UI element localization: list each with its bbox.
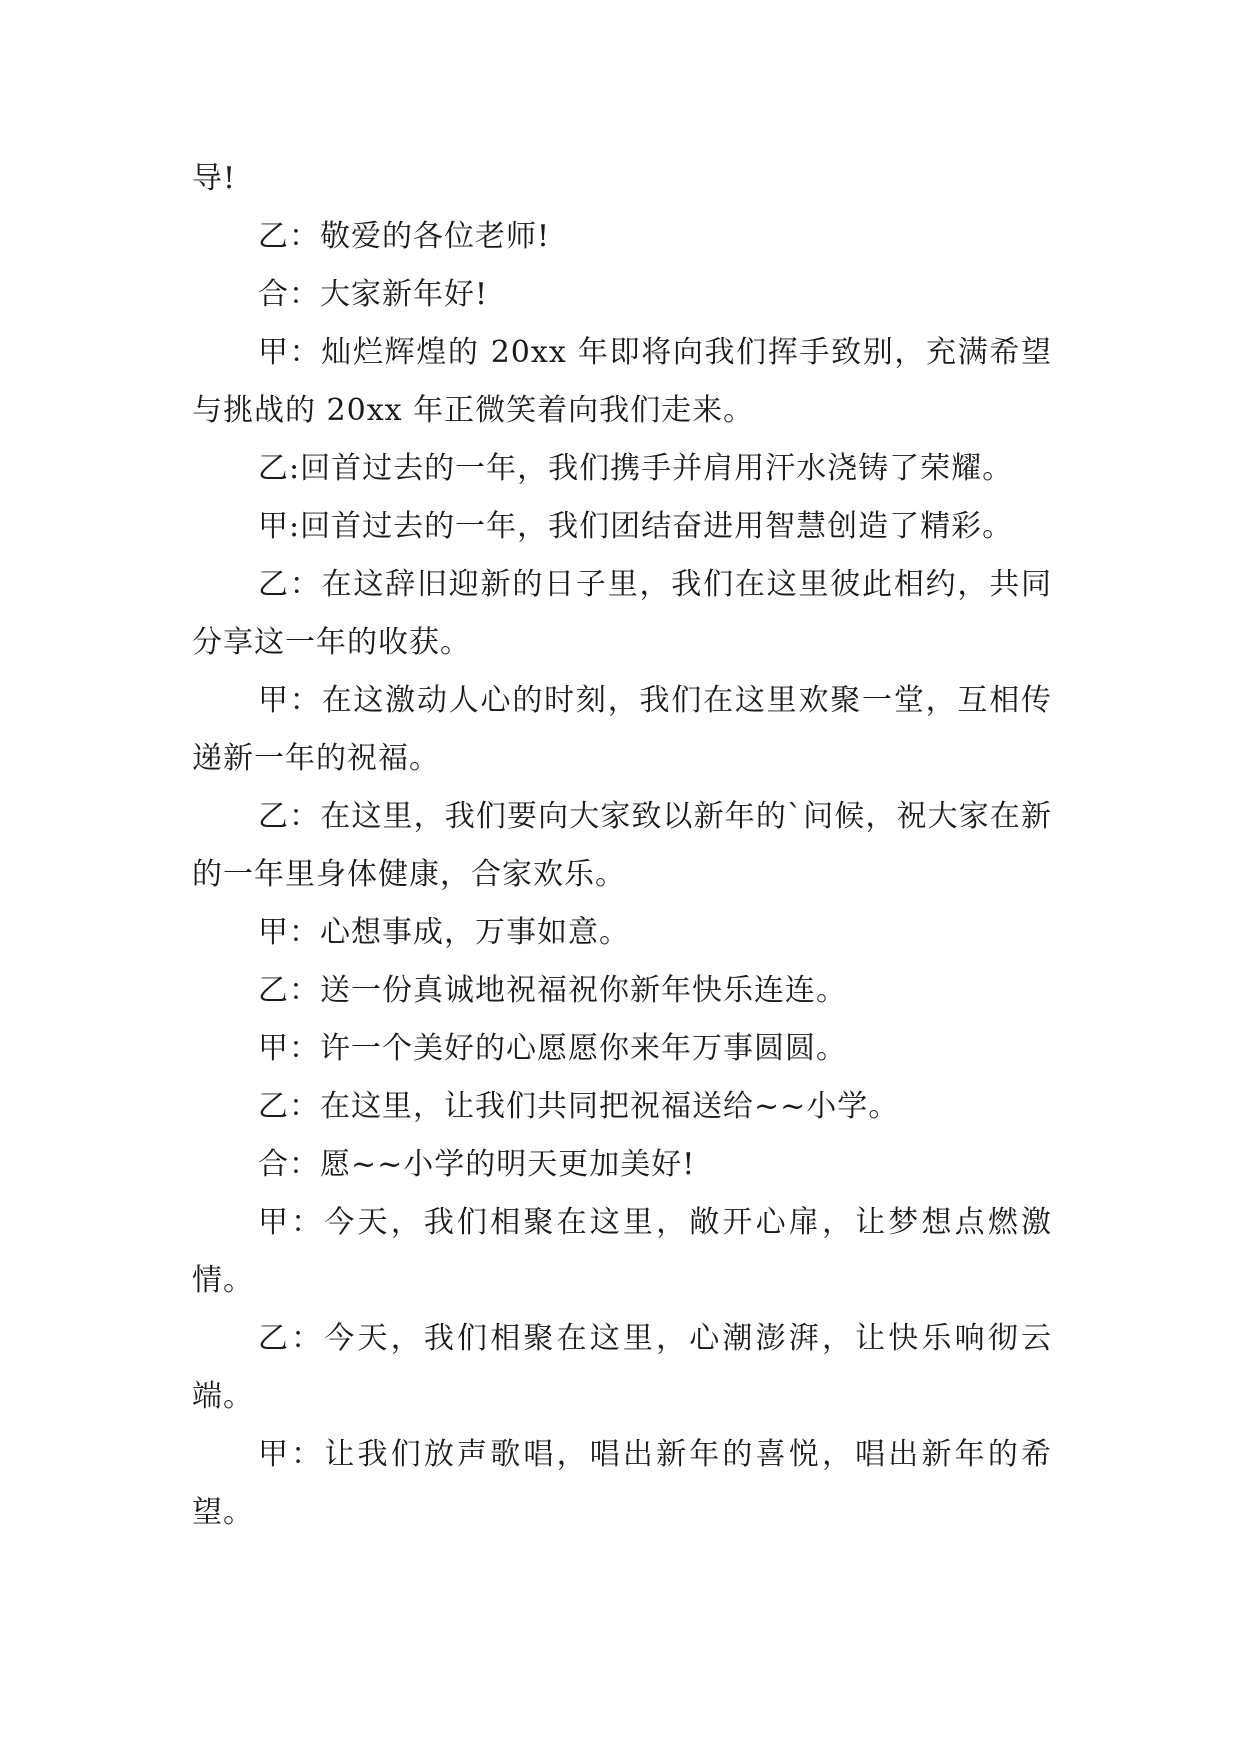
paragraph: 甲:回首过去的一年，我们团结奋进用智慧创造了精彩。 bbox=[258, 509, 1014, 544]
paragraph: 甲：灿烂辉煌的 20xx 年即将向我们挥手致别，充满希望与挑战的 20xx 年正微笑着向我们走来。 bbox=[192, 335, 1052, 428]
paragraph: 甲：许一个美好的心愿愿你来年万事圆圆。 bbox=[258, 1031, 847, 1066]
paragraph: 甲：让我们放声歌唱，唱出新年的喜悦，唱出新年的希望。 bbox=[192, 1437, 1052, 1530]
paragraph: 甲：心想事成，万事如意。 bbox=[258, 915, 630, 950]
paragraph: 甲：今天，我们相聚在这里，敞开心扉，让梦想点燃激情。 bbox=[192, 1205, 1052, 1298]
paragraph: 导! bbox=[192, 161, 237, 196]
paragraph: 乙:回首过去的一年，我们携手并肩用汗水浇铸了荣耀。 bbox=[258, 451, 1014, 486]
paragraph: 乙：在这辞旧迎新的日子里，我们在这里彼此相约，共同分享这一年的收获。 bbox=[192, 567, 1052, 660]
paragraph: 乙：在这里，我们要向大家致以新年的`问候，祝大家在新的一年里身体健康，合家欢乐。 bbox=[192, 799, 1052, 892]
paragraph: 合：大家新年好! bbox=[258, 277, 489, 312]
paragraph: 乙：敬爱的各位老师! bbox=[258, 219, 551, 254]
paragraph: 甲：在这激动人心的时刻，我们在这里欢聚一堂，互相传递新一年的祝福。 bbox=[192, 683, 1052, 776]
paragraph: 乙：今天，我们相聚在这里，心潮澎湃，让快乐响彻云端。 bbox=[192, 1321, 1052, 1414]
paragraph: 乙：在这里，让我们共同把祝福送给~~小学。 bbox=[258, 1089, 900, 1124]
paragraph: 乙：送一份真诚地祝福祝你新年快乐连连。 bbox=[258, 973, 847, 1008]
document-body bbox=[192, 150, 1052, 1542]
paragraph: 合：愿~~小学的明天更加美好! bbox=[258, 1147, 696, 1182]
